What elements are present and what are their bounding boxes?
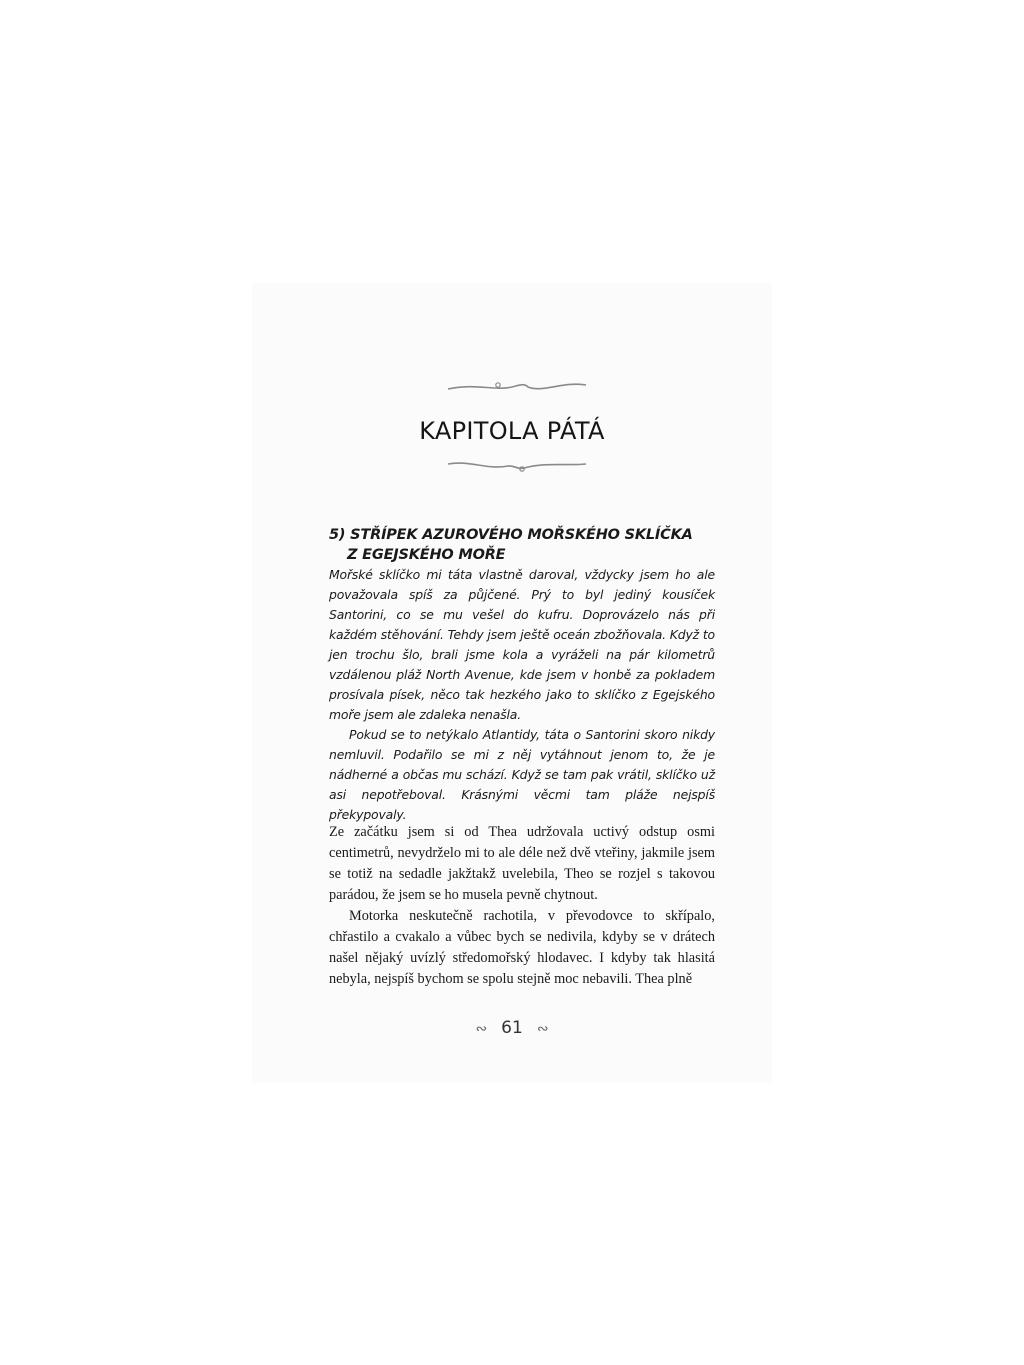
body-paragraph: Motorka neskutečně rachotila, v převodovce to skřípalo, chřastilo a cvakalo a vůbec bych se nedivila, kdyby se v drátech našel nějaký uvízlý středomořský hlodavec. I kdyby tak hlasitá nebyla, nejspíš bychom se spolu stejně moc nebavili. Thea plně (329, 908, 715, 987)
fragment-paragraph: Mořské sklíčko mi táta vlastně daroval, vždycky jsem ho ale považovala spíš za půjčené. Prý to byl jediný kousíček Santorini, co se mu vešel do kufru. Doprovázelo nás při každém stěhování. Tehdy jsem ještě oceán zbožňovala. Když to jen trochu šlo, brali jsme kola a vyráželi na pár kilometrů vzdálenou pláž North Avenue, kde jsem v honbě za pokladem prosívala písek, něco tak hezkého jako to sklíčko z Egejského moře jsem ale zdaleka nenašla. (329, 567, 715, 722)
body-text (329, 822, 715, 990)
fragment-paragraph: Pokud se to netýkalo Atlantidy, táta o Santorini skoro nikdy nemluvil. Podařilo se mi z něj vytáhnout jenom to, že je nádherné a občas mu schází. Když se tam pak vrátil, sklíčko už asi nepotřeboval. Krásnými věcmi tam pláže nejspíš překypovaly. (329, 727, 715, 822)
top-flourish-ornament (446, 379, 588, 395)
bottom-flourish-ornament (446, 458, 588, 474)
fragment-section (329, 525, 715, 825)
footer-ornament-right: ∾ (536, 1021, 549, 1037)
fragment-heading-line1: 5) STŘÍPEK AZUROVÉHO MOŘSKÉHO SKLÍČKA (329, 527, 693, 543)
fragment-heading-line2: Z EGEJSKÉHO MOŘE (347, 547, 506, 563)
fragment-heading (329, 525, 715, 565)
footer-ornament-left: ∾ (475, 1021, 488, 1037)
page-number: 61 (501, 1018, 523, 1038)
chapter-title: KAPITOLA PÁTÁ (419, 417, 605, 445)
body-paragraph: Ze začátku jsem si od Thea udržovala uctivý odstup osmi centimetrů, nevydrželo mi to ale déle než dvě vteřiny, jakmile jsem se totiž na sedadle jakžtakž uvelebila, Theo se rozjel s takovou parádou, že jsem se ho musela pevně chytnout. (329, 824, 715, 903)
page-footer (252, 1018, 772, 1038)
